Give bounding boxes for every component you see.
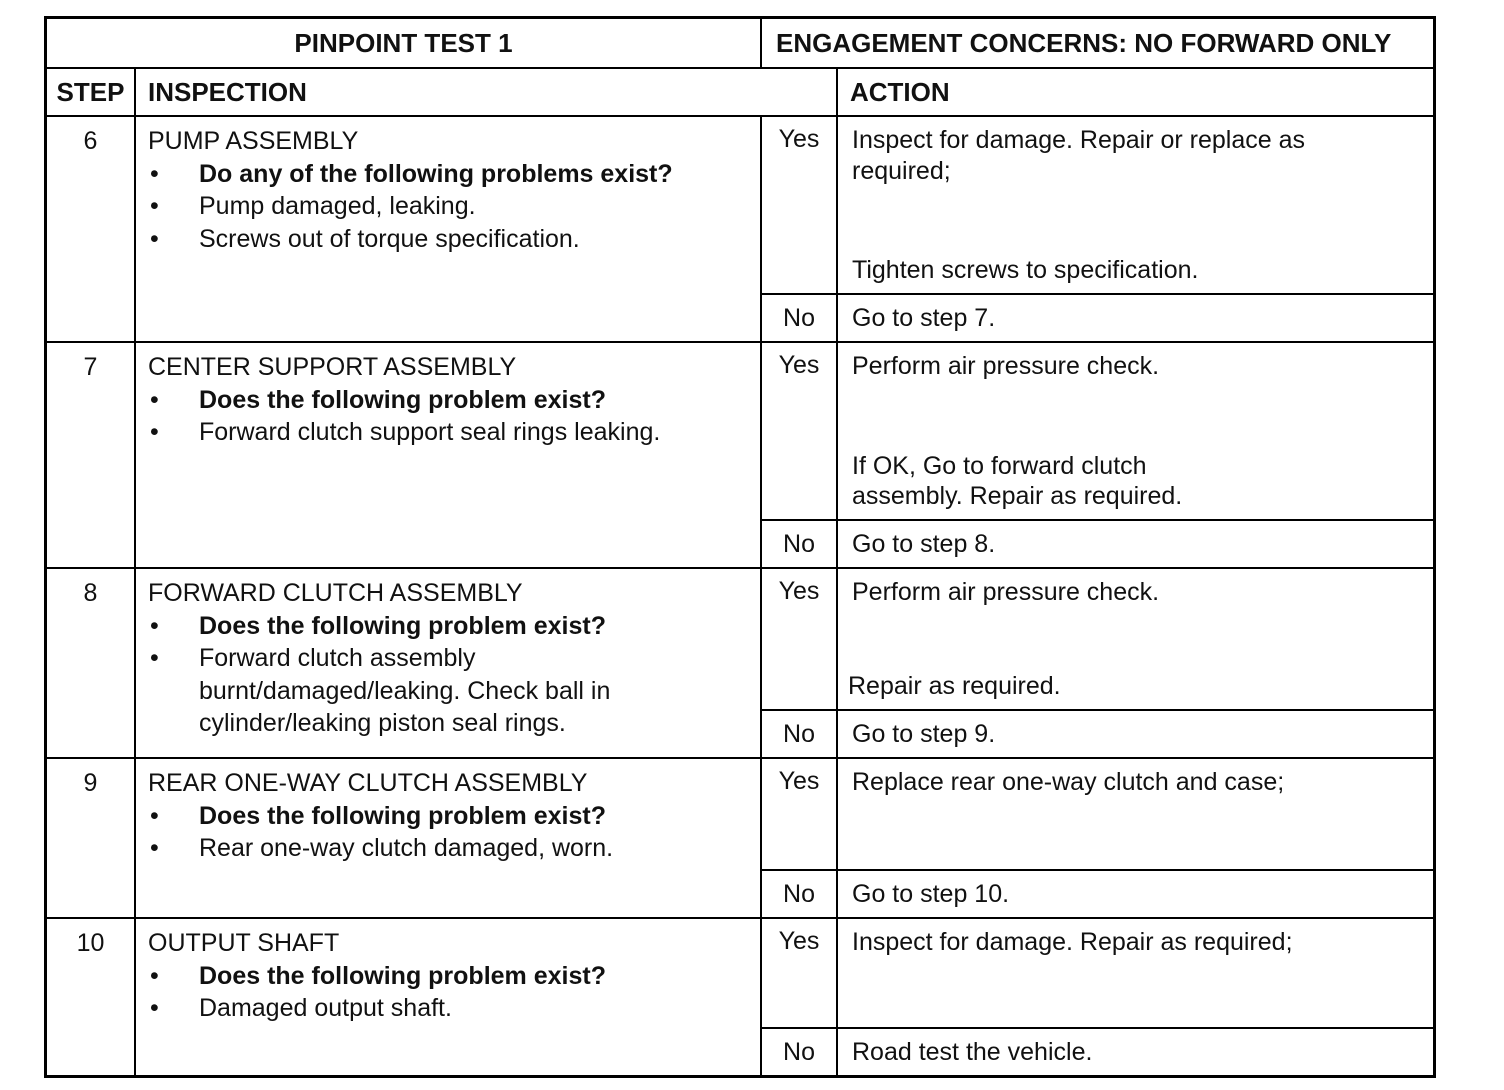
- inspection-heading: OUTPUT SHAFT: [148, 929, 340, 957]
- action-cell: [838, 919, 1433, 1075]
- no-action: Go to step 7.: [852, 304, 996, 332]
- yes-label: Yes: [762, 569, 836, 711]
- concern-title: ENGAGEMENT CONCERNS: NO FORWARD ONLY: [762, 19, 1433, 69]
- question-item: • Does the following problem exist?: [148, 960, 760, 993]
- step-number: 7: [47, 343, 136, 569]
- question-item: • Does the following problem exist?: [148, 800, 760, 833]
- no-label: No: [783, 880, 815, 908]
- no-label: No: [783, 1038, 815, 1066]
- yes-action-followup: If OK, Go to forward clutch assembly. Repair as required.: [852, 452, 1183, 510]
- question-item: • Does the following problem exist?: [148, 610, 760, 643]
- yes-action-text: Replace rear one-way clutch and case;: [852, 768, 1285, 796]
- question-text: Do any of the following problems exist?: [199, 159, 673, 188]
- yes-action-followup: Repair as required.: [848, 672, 1061, 700]
- question-text: Does the following problem exist?: [199, 961, 606, 990]
- no-label: No: [783, 304, 815, 332]
- step-number: 10: [47, 919, 136, 1075]
- problem-item: • Rear one-way clutch damaged, worn.: [148, 832, 760, 865]
- no-action: Go to step 10.: [852, 880, 1010, 908]
- inspection-cell: [136, 343, 762, 569]
- yes-action-text: Perform air pressure check.: [852, 578, 1160, 606]
- yes-action-text: Inspect for damage. Repair as required;: [852, 928, 1293, 956]
- yes-action-followup: Tighten screws to specification.: [852, 256, 1199, 284]
- action-cell: [838, 569, 1433, 759]
- problem-text: Rear one-way clutch damaged, worn.: [199, 834, 614, 862]
- inspection-cell: [136, 919, 762, 1075]
- inspection-column-header: INSPECTION: [136, 69, 838, 117]
- inspection-heading: REAR ONE-WAY CLUTCH ASSEMBLY: [148, 769, 588, 797]
- inspection-cell: [136, 569, 762, 759]
- action-cell: [838, 759, 1433, 919]
- yes-no-cell: [762, 919, 838, 1075]
- step-column-header: STEP: [47, 69, 136, 117]
- action-cell: [838, 117, 1433, 343]
- test-title: PINPOINT TEST 1: [47, 19, 762, 69]
- yes-label: Yes: [762, 919, 836, 1029]
- problem-item: • Screws out of torque specification.: [148, 223, 760, 256]
- question-text: Does the following problem exist?: [199, 611, 606, 640]
- yes-no-cell: [762, 117, 838, 343]
- yes-action: [838, 759, 1433, 871]
- inspection-heading: CENTER SUPPORT ASSEMBLY: [148, 353, 517, 381]
- action-column-header: ACTION: [838, 69, 1433, 117]
- action-cell: [838, 343, 1433, 569]
- no-action: Go to step 9.: [852, 720, 996, 748]
- question-item: • Does the following problem exist?: [148, 384, 760, 417]
- pinpoint-test-table: [44, 16, 1436, 1078]
- inspection-heading: PUMP ASSEMBLY: [148, 127, 359, 155]
- inspection-cell: [136, 759, 762, 919]
- inspection-cell: [136, 117, 762, 343]
- yes-action: [838, 117, 1433, 295]
- yes-label: Yes: [762, 343, 836, 521]
- yes-label: Yes: [762, 117, 836, 295]
- step-number: 9: [47, 759, 136, 919]
- yes-no-cell: [762, 569, 838, 759]
- step-number: 8: [47, 569, 136, 759]
- question-text: Does the following problem exist?: [199, 801, 606, 830]
- no-label: No: [783, 530, 815, 558]
- no-label: No: [783, 720, 815, 748]
- yes-no-cell: [762, 343, 838, 569]
- problem-item: • Pump damaged, leaking.: [148, 190, 760, 223]
- no-action: Road test the vehicle.: [852, 1038, 1093, 1066]
- problem-item: • Damaged output shaft.: [148, 992, 760, 1025]
- question-text: Does the following problem exist?: [199, 385, 606, 414]
- yes-label: Yes: [762, 759, 836, 871]
- problem-item: • Forward clutch assembly burnt/damaged/leaking. Check ball in cylinder/leaking piston seal rings.: [148, 642, 760, 740]
- question-item: • Do any of the following problems exist?: [148, 158, 760, 191]
- step-number: 6: [47, 117, 136, 343]
- yes-action: [838, 919, 1433, 1029]
- problem-item: • Forward clutch support seal rings leaking.: [148, 416, 760, 449]
- problem-text: Damaged output shaft.: [199, 994, 452, 1022]
- yes-action: [838, 569, 1433, 711]
- problem-text: Forward clutch support seal rings leaking.: [199, 418, 661, 446]
- inspection-heading: FORWARD CLUTCH ASSEMBLY: [148, 579, 523, 607]
- no-action: Go to step 8.: [852, 530, 996, 558]
- problem-text: Forward clutch assembly burnt/damaged/leaking. Check ball in cylinder/leaking piston seal rings.: [199, 644, 611, 737]
- yes-action-text: Perform air pressure check.: [852, 352, 1160, 380]
- problem-text: Screws out of torque specification.: [199, 224, 580, 253]
- yes-action-text: Inspect for damage. Repair or replace as required;: [852, 126, 1306, 185]
- yes-action: [838, 343, 1433, 521]
- yes-no-cell: [762, 759, 838, 919]
- problem-text: Pump damaged, leaking.: [199, 192, 476, 220]
